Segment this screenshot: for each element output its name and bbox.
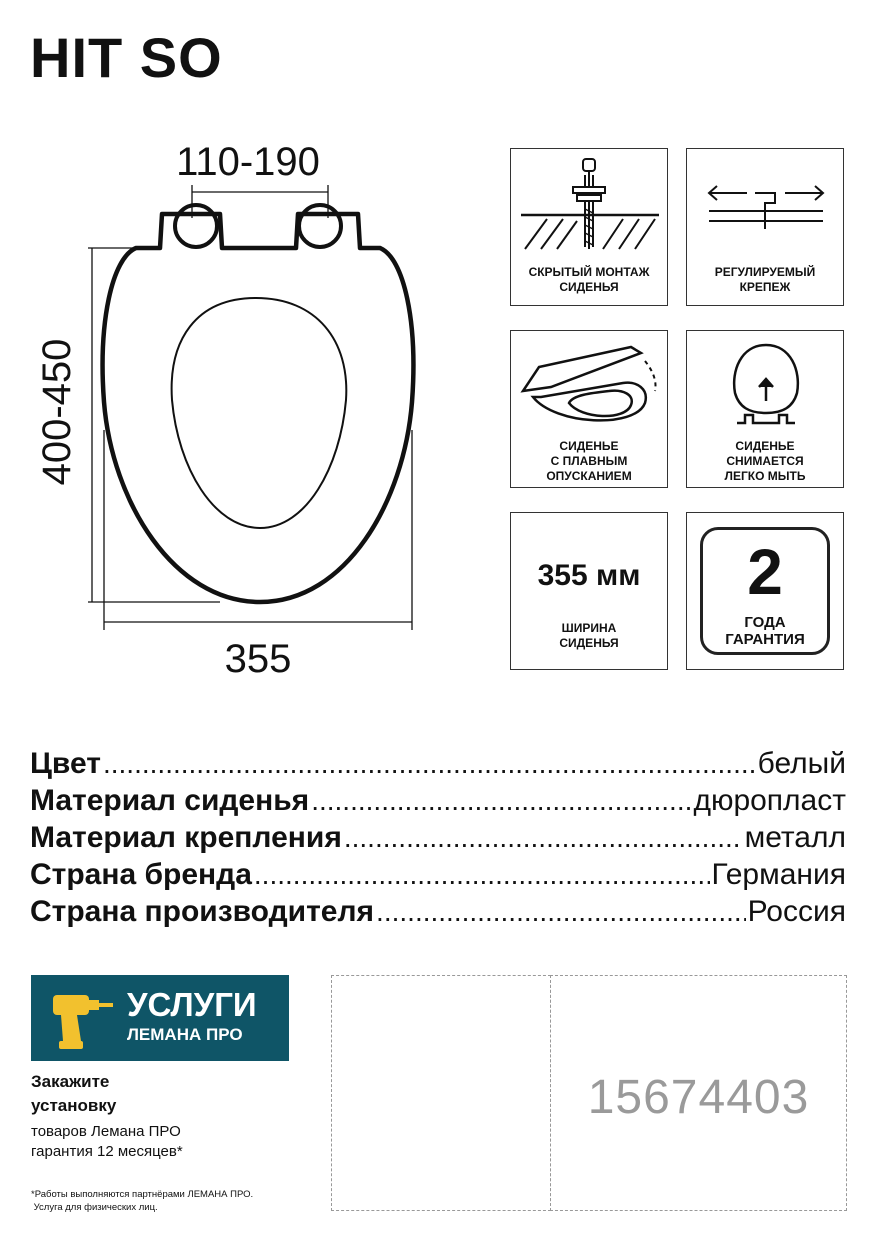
spec-row — [30, 856, 846, 893]
installation-promo — [31, 1070, 321, 1162]
feature-soft-close — [510, 330, 668, 488]
adjustable-hinge-icon — [687, 149, 845, 269]
feature-caption-line: СИДЕНЬЕ — [735, 439, 795, 453]
order-title-line: Закажите — [31, 1072, 110, 1091]
spec-label: Материал сиденья — [30, 784, 310, 817]
spec-row — [30, 893, 846, 930]
width-label: 355 — [224, 637, 292, 681]
left-hinge-icon — [175, 205, 217, 247]
feature-caption-line: КРЕПЕЖ — [739, 280, 791, 294]
spec-value: дюропласт — [693, 784, 846, 817]
article-box — [550, 975, 847, 1211]
order-text-line: товаров Лемана ПРО — [31, 1123, 181, 1140]
dot-leader — [311, 782, 691, 819]
feature-caption-line: СКРЫТЫЙ МОНТАЖ — [528, 265, 650, 279]
dot-leader — [376, 893, 746, 930]
spec-row — [30, 819, 846, 856]
warranty-years: 2 — [747, 536, 783, 608]
removable-seat-icon — [687, 331, 845, 436]
feature-caption-line: СИДЕНЬЕ — [559, 439, 619, 453]
spec-value: металл — [744, 821, 846, 854]
feature-hidden-mount — [510, 148, 668, 306]
warranty-caption-line: ГАРАНТИЯ — [725, 631, 805, 648]
feature-caption-line: ШИРИНА — [561, 621, 617, 635]
feature-caption-line: ЛЕГКО МЫТЬ — [724, 469, 806, 483]
spec-value: Россия — [747, 895, 846, 928]
dot-leader — [344, 819, 743, 856]
spec-value: белый — [757, 747, 846, 780]
length-label: 400-450 — [35, 338, 79, 486]
footnote-line: Услуга для физических лиц. — [31, 1202, 158, 1213]
feature-removable — [686, 330, 844, 488]
seat-dimension-drawing — [20, 130, 440, 690]
seat-width-value: 355 мм — [537, 559, 641, 592]
soft-close-seat-icon — [511, 331, 669, 441]
spec-list — [30, 745, 846, 930]
dot-leader — [103, 745, 756, 782]
spec-label: Страна бренда — [30, 858, 252, 891]
seat-outline — [103, 205, 414, 602]
feature-caption-line: СИДЕНЬЯ — [559, 636, 619, 650]
spec-label: Страна производителя — [30, 895, 375, 928]
order-text-line: гарантия 12 месяцев* — [31, 1143, 183, 1160]
order-title-line: установку — [31, 1096, 117, 1115]
article-number: 15674403 — [587, 1071, 810, 1124]
service-subtitle: ЛЕМАНА ПРО — [127, 1025, 243, 1044]
spec-value: Германия — [711, 858, 846, 891]
feature-adjustable — [686, 148, 844, 306]
spec-label: Цвет — [30, 747, 101, 780]
dot-leader — [254, 856, 710, 893]
feature-caption-line: СНИМАЕТСЯ — [726, 454, 804, 468]
service-banner — [31, 975, 289, 1061]
right-hinge-icon — [299, 205, 341, 247]
spec-row — [30, 782, 846, 819]
feature-warranty — [686, 512, 844, 670]
spec-row — [30, 745, 846, 782]
warranty-caption-line: ГОДА — [744, 614, 786, 631]
feature-caption-line: РЕГУЛИРУЕМЫЙ — [714, 265, 816, 279]
footnote-line: *Работы выполняются партнёрами ЛЕМАНА ПРО. — [31, 1189, 254, 1200]
footnote — [31, 1188, 253, 1214]
feature-caption-line: ОПУСКАНИЕМ — [546, 469, 632, 483]
blank-label-area — [331, 975, 551, 1211]
feature-caption-line: СИДЕНЬЯ — [559, 280, 619, 294]
drill-icon — [47, 985, 117, 1055]
feature-width — [510, 512, 668, 670]
spec-label: Материал крепления — [30, 821, 342, 854]
warranty-badge — [700, 527, 830, 655]
feature-caption-line: С ПЛАВНЫМ — [550, 454, 628, 468]
hinge-spacing-label: 110-190 — [176, 140, 320, 184]
service-title: УСЛУГИ — [127, 986, 257, 1023]
product-title: HIT SO — [30, 26, 223, 89]
bolt-mount-icon — [511, 149, 669, 269]
